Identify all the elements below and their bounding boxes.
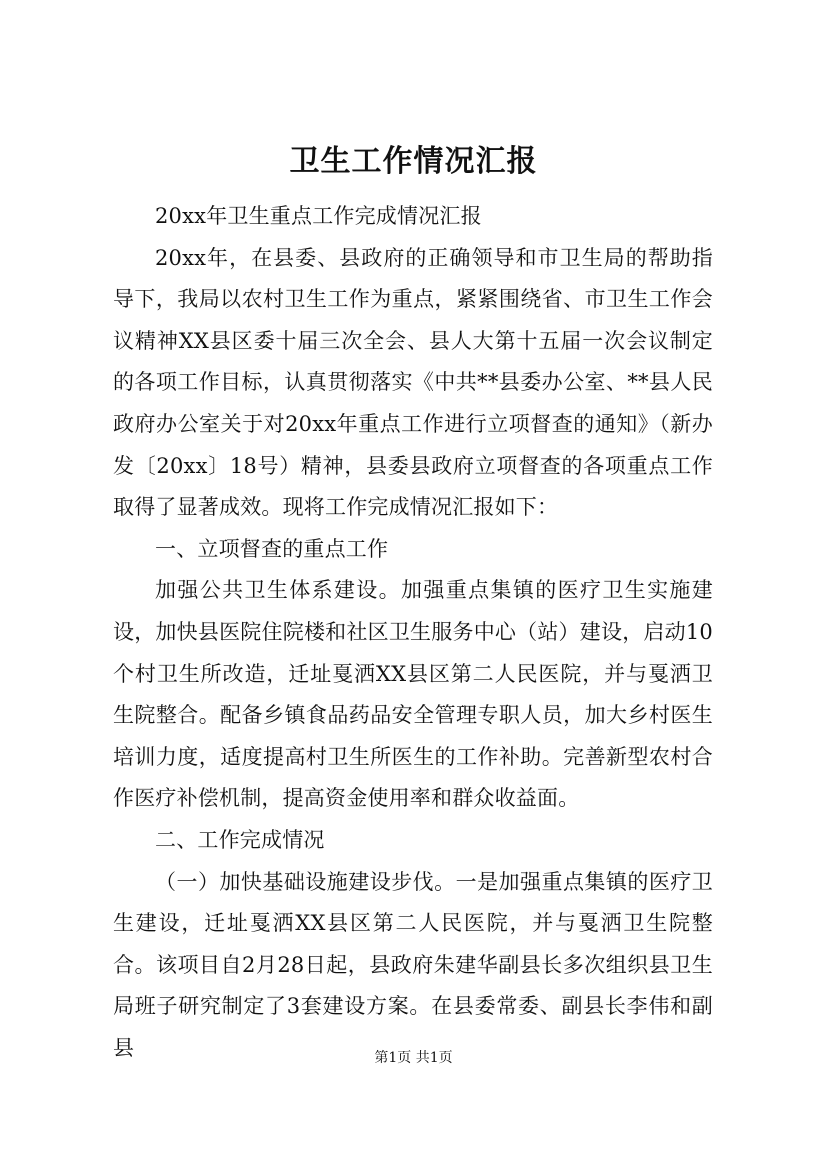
section-2-paragraph: （一）加快基础设施建设步伐。一是加强重点集镇的医疗卫生建设，迁址戛洒XX县区第二人民医院，并与戛洒卫生院整合。该项目自2月28日起，县政府朱建华副县长多次组织县卫生局班子研究制定了3套建设方案。在县委常委、副县长李伟和副县 [113,869,713,1060]
section-heading-2: 二、工作完成情况 [155,827,325,852]
document-body [113,196,713,1069]
section-1-paragraph: 加强公共卫生体系建设。加强重点集镇的医疗卫生实施建设，加快县医院住院楼和社区卫生服务中心（站）建设，启动10个村卫生所改造，迁址戛洒XX县区第二人民医院，并与戛洒卫生院整合。配备乡镇食品药品安全管理专职人员，加大乡村医生培训力度，适度提高村卫生所医生的工作补助。完善新型农村合作医疗补偿机制，提高资金使用率和群众收益面。 [113,578,713,811]
intro-paragraph: 20xx年，在县委、县政府的正确领导和市卫生局的帮助指导下，我局以农村卫生工作为重点，紧紧围绕省、市卫生工作会议精神XX县区委十届三次全会、县人大第十五届一次会议制定的各项工作目标，认真贯彻落实《中共**县委办公室、**县人民政府办公室关于对20xx年重点工作进行立项督查的通知》（新办发〔20xx〕18号）精神，县委县政府立项督查的各项重点工作取得了显著成效。现将工作完成情况汇报如下： [113,245,713,520]
section-heading-1: 一、立项督查的重点工作 [155,536,389,561]
subtitle-paragraph: 20xx年卫生重点工作完成情况汇报 [155,204,482,228]
page-footer: 第1页 共1页 [374,1050,453,1066]
document-title: 卫生工作情况汇报 [289,144,538,179]
